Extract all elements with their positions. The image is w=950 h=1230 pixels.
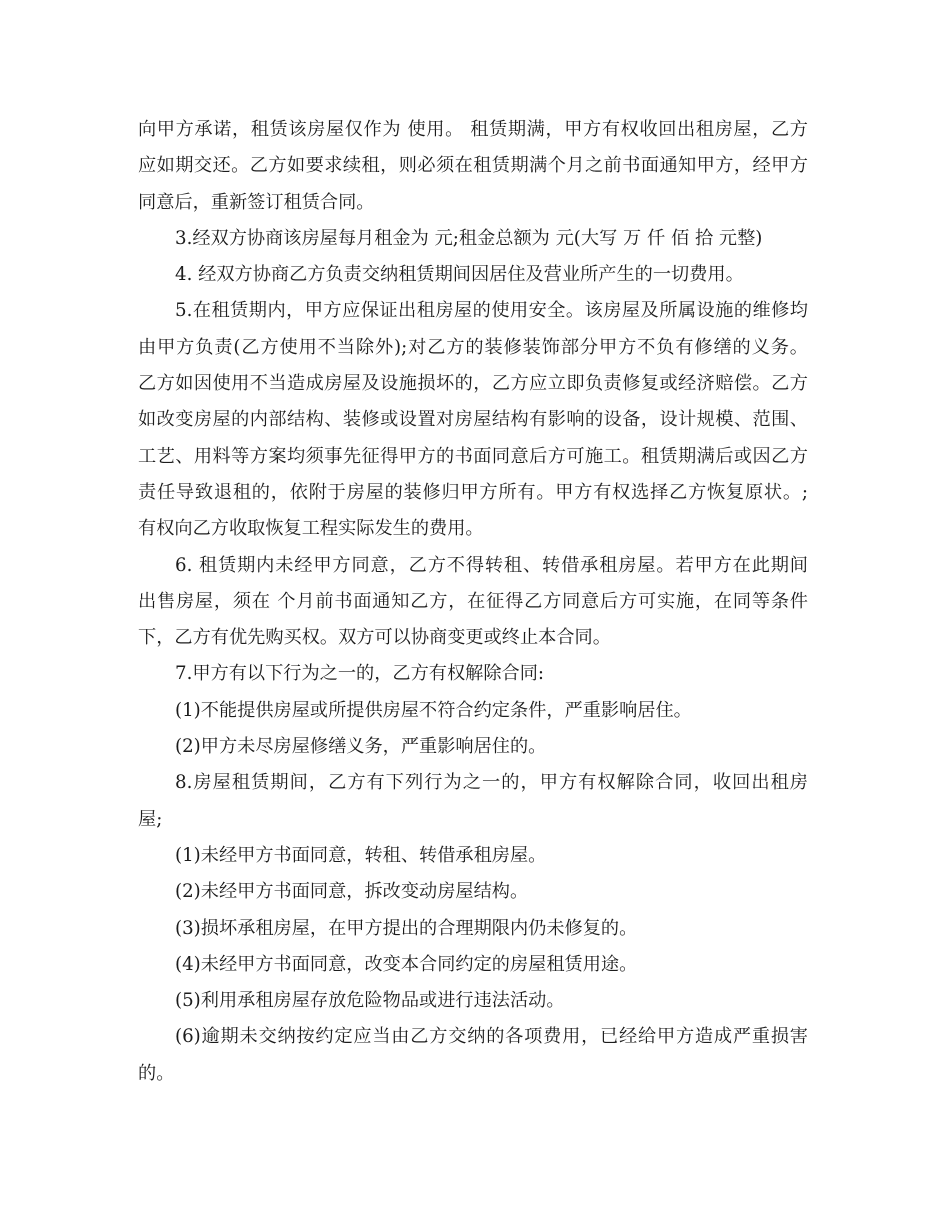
paragraph-clause-7	[138, 656, 808, 692]
text-line: 乙方如因使用不当造成房屋及设施损坏的，乙方应立即负责修复或经济赔偿。乙方	[138, 373, 808, 395]
text-line: 同意后，重新签订租赁合同。	[138, 191, 375, 213]
text-line: (1)未经甲方书面同意，转租、转借承租房屋。	[175, 844, 547, 866]
text-line: (6)逾期未交纳按约定应当由乙方交纳的各项费用，已经给甲方造成严重损害	[175, 1026, 808, 1048]
paragraph-clause-5	[138, 293, 808, 547]
text-line: 工艺、用料等方案均须事先征得甲方的书面同意后方可施工。租赁期满后或因乙方	[138, 445, 808, 467]
text-line: (3)损坏承租房屋，在甲方提出的合理期限内仍未修复的。	[175, 917, 638, 939]
paragraph-continuation	[138, 112, 808, 221]
text-line: 6. 租赁期内未经甲方同意，乙方不得转租、转借承租房屋。若甲方在此期间	[175, 554, 808, 576]
text-line: 的。	[138, 1062, 175, 1084]
text-line: (1)不能提供房屋或所提供房屋不符合约定条件，严重影响居住。	[175, 699, 692, 721]
clause-8-item-5	[138, 983, 808, 1019]
text-line: 应如期交还。乙方如要求续租，则必须在租赁期满个月之前书面通知甲方，经甲方	[138, 155, 808, 177]
text-line: 责任导致退租的，依附于房屋的装修归甲方所有。甲方有权选择乙方恢复原状。;	[138, 481, 808, 503]
text-line: 向甲方承诺，租赁该房屋仅作为 使用。 租赁期满，甲方有权收回出租房屋，乙方	[138, 119, 808, 140]
paragraph-clause-8	[138, 765, 808, 838]
text-line: 7.甲方有以下行为之一的，乙方有权解除合同:	[175, 663, 545, 685]
clause-8-item-2	[138, 874, 808, 910]
text-line: 8.房屋租赁期间，乙方有下列行为之一的，甲方有权解除合同，收回出租房	[175, 772, 808, 794]
text-line: (2)未经甲方书面同意，拆改变动房屋结构。	[175, 881, 529, 903]
clause-8-item-3	[138, 911, 808, 947]
text-line: 4. 经双方协商乙方负责交纳租赁期间因居住及营业所产生的一切费用。	[175, 264, 744, 286]
text-line: 5.在租赁期内，甲方应保证出租房屋的使用安全。该房屋及所属设施的维修均	[175, 300, 808, 322]
text-line: 有权向乙方收取恢复工程实际发生的费用。	[138, 518, 484, 540]
paragraph-clause-4	[138, 257, 808, 293]
text-line: 3.经双方协商该房屋每月租金为 元;租金总额为 元(大写 万 仟 佰 拾 元整)	[175, 227, 763, 249]
text-line: (4)未经甲方书面同意，改变本合同约定的房屋租赁用途。	[175, 953, 638, 975]
clause-8-item-6	[138, 1019, 808, 1092]
document-body	[138, 112, 808, 1092]
text-line: 由甲方负责(乙方使用不当除外);对乙方的装修装饰部分甲方不负有修缮的义务。	[138, 336, 808, 358]
clause-8-item-1	[138, 838, 808, 874]
text-line: (5)利用承租房屋存放危险物品或进行违法活动。	[175, 990, 565, 1012]
text-line: (2)甲方未尽房屋修缮义务，严重影响居住的。	[175, 736, 547, 758]
text-line: 如改变房屋的内部结构、装修或设置对房屋结构有影响的设备，设计规模、范围、	[138, 409, 808, 431]
clause-7-item-1	[138, 693, 808, 729]
text-line: 下，乙方有优先购买权。双方可以协商变更或终止本合同。	[138, 627, 611, 649]
paragraph-clause-3	[138, 221, 808, 257]
clause-8-item-4	[138, 947, 808, 983]
paragraph-clause-6	[138, 548, 808, 657]
text-line: 出售房屋，须在 个月前书面通知乙方，在征得乙方同意后方可实施，在同等条件	[138, 590, 808, 612]
text-line: 屋;	[138, 808, 163, 830]
clause-7-item-2	[138, 729, 808, 765]
